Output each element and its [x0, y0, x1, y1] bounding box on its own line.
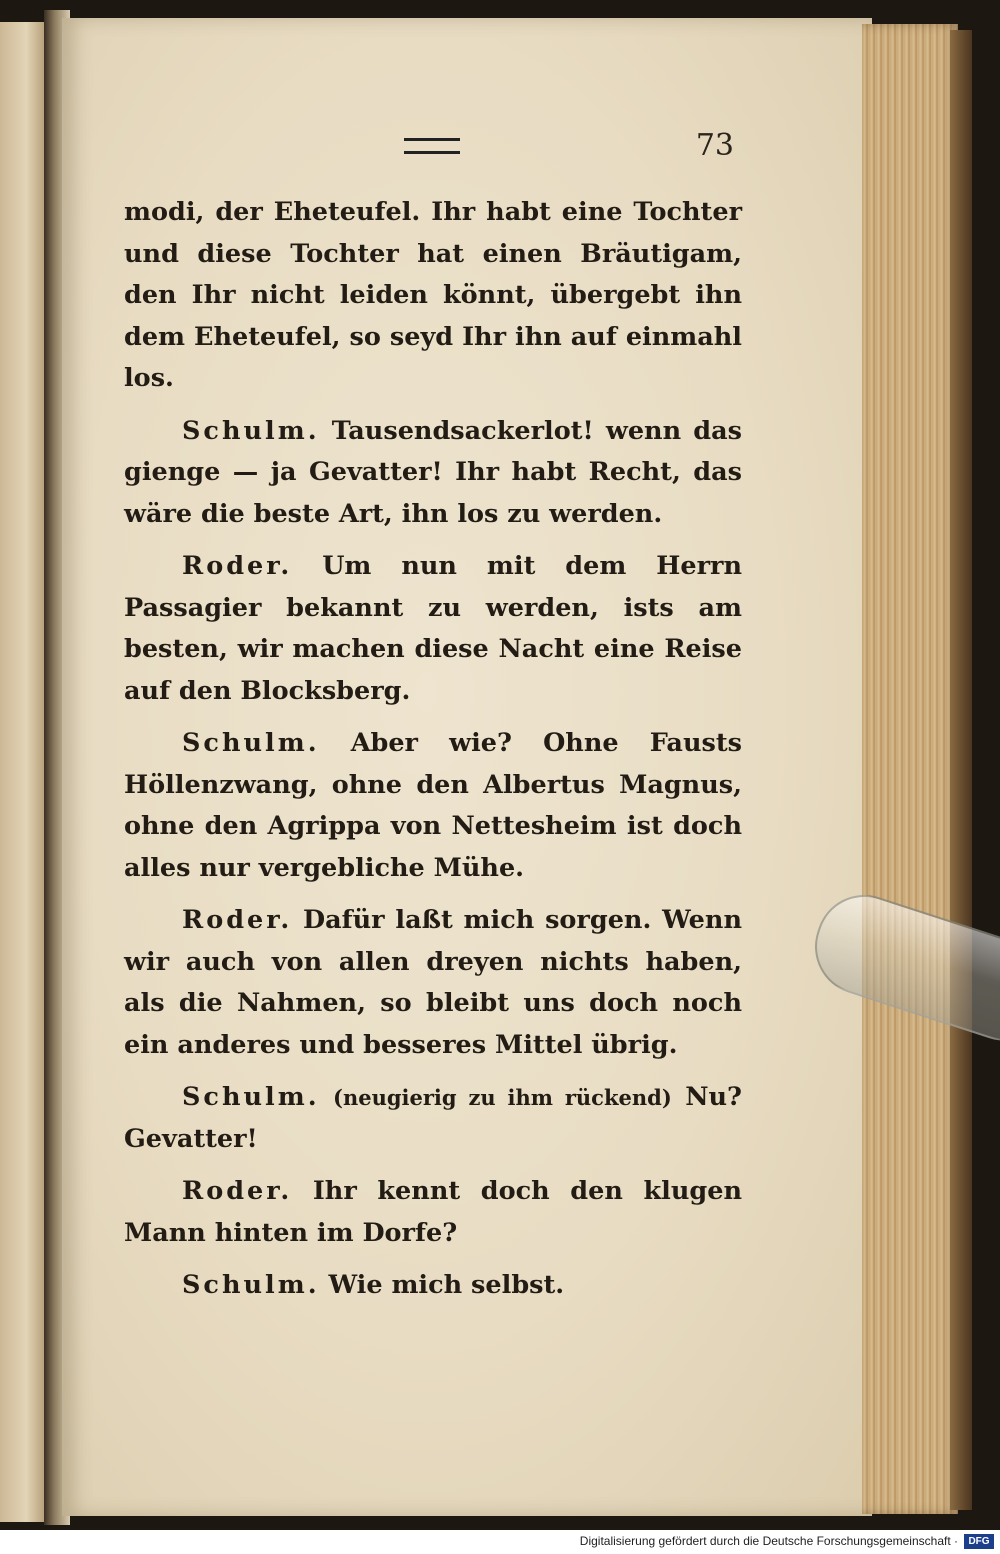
page-header [398, 128, 738, 168]
footer-bar [0, 1530, 1000, 1554]
speaker-name: Roder. [182, 551, 293, 581]
paragraph-text: Wie mich selbst. [328, 1270, 565, 1300]
funding-credit: Digitalisierung gefördert durch die Deutsche Forschungsgemeinschaft · [579, 1534, 958, 1548]
header-double-rule [404, 138, 460, 154]
paragraph [124, 900, 742, 1066]
speaker-name: Schulm. [182, 415, 320, 446]
dfg-logo: DFG [964, 1534, 994, 1549]
paragraph-text: Um nun mit dem Herrn Passagier bekannt zu werden, ists am besten, wir machen diese Nacht eine Reise auf den Blocksberg. [124, 551, 742, 706]
paragraph-text: Aber wie? Ohne Fausts Höllenzwang, ohne den Albertus Magnus, ohne den Agrippa von Nettesheim ist doch alles nur vergebliche Mühe. [124, 728, 742, 883]
speaker-name: Schulm. [182, 1270, 320, 1300]
speaker-name: Roder. [182, 905, 293, 935]
page-text [124, 192, 742, 1318]
paragraph-text: Ihr kennt doch den klugen Mann hinten im Dorfe? [124, 1176, 742, 1248]
paragraph [124, 411, 742, 536]
paragraph [124, 192, 742, 400]
paragraph [124, 1265, 742, 1307]
paragraph [124, 723, 742, 889]
left-page-edge [0, 22, 46, 1522]
paragraph-text: Dafür laßt mich sorgen. Wenn wir auch von allen dreyen nichts haben, als die Nahmen, so bleibt uns doch noch ein anderes und besseres Mittel übrig. [124, 905, 742, 1060]
paragraph-text: modi, der Eheteufel. Ihr habt eine Tochter und diese Tochter hat einen Bräutigam, den Ihr nicht leiden könnt, übergebt ihn dem Eheteufel, so seyd Ihr ihn auf einmahl los. [124, 197, 742, 393]
paragraph-text: Nu? Gevatter! [124, 1082, 742, 1154]
speaker-name: Schulm. [182, 728, 320, 758]
page-edges [862, 24, 958, 1514]
stage-direction: (neugierig zu ihm rückend) [333, 1085, 672, 1110]
paragraph [124, 1077, 742, 1160]
speaker-name: Schulm. [182, 1082, 320, 1112]
paragraph [124, 1171, 742, 1254]
paragraph-text: Tausendsackerlot! wenn das gienge — ja Gevatter! Ihr habt Recht, das wäre die beste Art, ihn los zu werden. [124, 415, 742, 529]
cover-edge [950, 30, 972, 1510]
page-number: 73 [695, 128, 734, 163]
paragraph [124, 546, 742, 712]
speaker-name: Roder. [182, 1176, 293, 1206]
